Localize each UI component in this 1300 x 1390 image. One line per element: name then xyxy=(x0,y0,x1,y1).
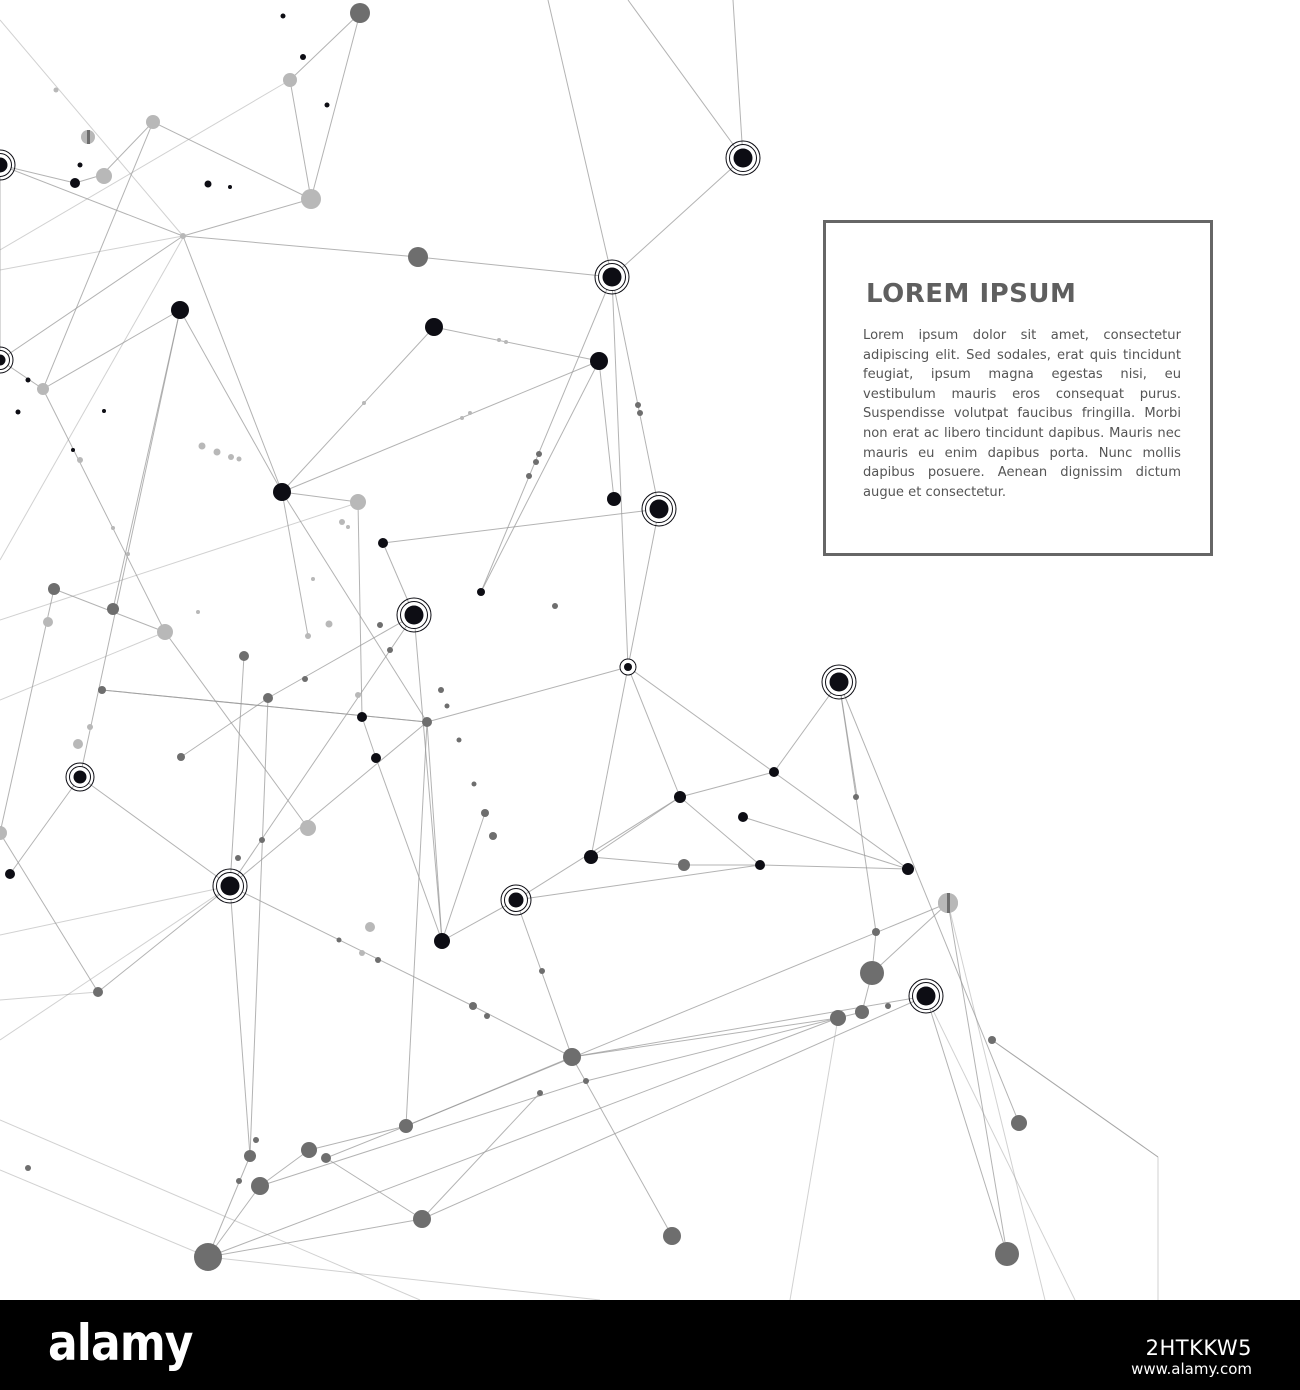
network-node xyxy=(860,961,884,985)
network-speck xyxy=(438,687,444,693)
website-url: www.alamy.com xyxy=(1131,1360,1252,1378)
network-node xyxy=(350,3,370,23)
network-node xyxy=(301,189,321,209)
network-speck xyxy=(228,454,234,460)
network-speck xyxy=(365,922,375,932)
brand-logo: alamy xyxy=(48,1314,193,1372)
network-speck xyxy=(552,603,558,609)
box-body-text: Lorem ipsum dolor sit amet, consectetur adipiscing elit. Sed sodales, erat quis tincidunt feugiat, ipsum magna egestas nisi, eu vestibulum mauris eros consequat purus. Suspendisse volutpat faucibus fringilla. Morbi non erat ac libero tincidunt dapibus. Mauris nec mauris eu enim dapibus porta. Nunc mollis dapibus posuere. Aenean dignissim dictum augue et consectetur. xyxy=(863,328,1181,500)
network-node xyxy=(239,651,249,661)
network-speck xyxy=(253,1137,259,1143)
network-speck xyxy=(472,782,477,787)
network-node xyxy=(590,352,608,370)
network-node xyxy=(584,850,598,864)
network-node xyxy=(663,1227,681,1245)
network-speck xyxy=(355,692,361,698)
network-speck xyxy=(885,1003,891,1009)
network-node xyxy=(98,686,106,694)
network-speck xyxy=(326,621,333,628)
network-node xyxy=(263,693,273,703)
network-speck xyxy=(489,832,497,840)
network-speck xyxy=(387,647,393,653)
network-speck xyxy=(73,739,83,749)
split-node-stripe xyxy=(87,130,90,144)
network-node xyxy=(537,1090,543,1096)
network-node xyxy=(902,863,914,875)
network-node xyxy=(413,1210,431,1228)
network-speck xyxy=(533,459,539,465)
network-speck xyxy=(302,676,308,682)
split-node-stripe xyxy=(947,893,950,913)
network-node xyxy=(607,492,621,506)
network-speck xyxy=(337,938,342,943)
network-node xyxy=(469,1002,477,1010)
network-speck xyxy=(457,738,462,743)
network-node xyxy=(738,812,748,822)
network-node xyxy=(107,603,119,615)
network-node xyxy=(425,318,443,336)
network-speck xyxy=(54,88,59,93)
network-node xyxy=(0,826,7,840)
network-speck xyxy=(71,448,75,452)
network-node xyxy=(434,933,450,949)
network-speck xyxy=(325,103,330,108)
network-node xyxy=(1011,1115,1027,1131)
network-speck xyxy=(375,957,381,963)
network-node xyxy=(146,115,160,129)
network-node xyxy=(37,383,49,395)
network-node xyxy=(371,753,381,763)
network-speck xyxy=(237,457,242,462)
network-node xyxy=(283,73,297,87)
network-node xyxy=(988,1036,996,1044)
network-speck xyxy=(445,704,450,709)
watermark-footer xyxy=(0,1300,1300,1390)
network-node xyxy=(177,753,185,761)
network-node xyxy=(321,1153,331,1163)
network-node xyxy=(583,1078,589,1084)
network-node xyxy=(305,633,311,639)
network-node xyxy=(678,859,690,871)
network-node xyxy=(171,301,189,319)
network-node xyxy=(273,483,291,501)
image-id: 2HTKKW5 xyxy=(1145,1336,1252,1360)
network-speck xyxy=(214,449,221,456)
text-box xyxy=(823,220,1213,556)
network-node xyxy=(93,987,103,997)
network-node xyxy=(70,178,80,188)
network-node xyxy=(96,168,112,184)
network-speck xyxy=(111,526,115,530)
network-speck xyxy=(199,443,206,450)
network-node xyxy=(399,1119,413,1133)
network-node xyxy=(830,1010,846,1026)
network-node xyxy=(674,791,686,803)
network-speck xyxy=(526,473,532,479)
ringed-node-core xyxy=(830,673,849,692)
network-speck xyxy=(126,552,130,556)
network-node xyxy=(539,968,545,974)
network-speck xyxy=(205,181,212,188)
network-speck xyxy=(26,378,31,383)
network-speck xyxy=(87,724,93,730)
network-node xyxy=(995,1242,1019,1266)
network-speck xyxy=(311,577,315,581)
network-speck xyxy=(377,622,383,628)
ringed-node-core xyxy=(405,606,424,625)
network-speck xyxy=(235,855,241,861)
network-node xyxy=(855,1005,869,1019)
ringed-node-core xyxy=(221,877,240,896)
network-node xyxy=(769,767,779,777)
network-speck xyxy=(25,1165,31,1171)
network-speck xyxy=(16,410,21,415)
network-speck xyxy=(497,338,501,342)
network-speck xyxy=(196,610,200,614)
ringed-node-core xyxy=(917,987,936,1006)
network-node xyxy=(180,233,186,239)
network-speck xyxy=(853,794,859,800)
network-node xyxy=(378,538,388,548)
network-speck xyxy=(359,950,365,956)
network-node xyxy=(5,869,15,879)
network-speck xyxy=(460,416,464,420)
ringed-node-core xyxy=(509,893,524,908)
box-title: LOREM IPSUM xyxy=(866,279,1077,309)
ringed-node-core xyxy=(734,149,753,168)
network-node xyxy=(408,247,428,267)
network-speck xyxy=(468,411,472,415)
network-node xyxy=(350,494,366,510)
network-speck xyxy=(484,1013,490,1019)
network-speck xyxy=(339,519,345,525)
network-node xyxy=(157,624,173,640)
network-speck xyxy=(281,14,286,19)
network-speck xyxy=(236,1178,242,1184)
network-node xyxy=(357,712,367,722)
network-speck xyxy=(362,401,366,405)
network-node xyxy=(481,809,489,817)
network-speck xyxy=(635,402,641,408)
network-speck xyxy=(536,451,542,457)
network-node xyxy=(194,1243,222,1271)
network-speck xyxy=(504,340,508,344)
network-speck xyxy=(78,163,83,168)
network-speck xyxy=(346,525,350,529)
network-node xyxy=(244,1150,256,1162)
network-node xyxy=(48,583,60,595)
ringed-node-core xyxy=(603,268,622,287)
network-speck xyxy=(300,54,306,60)
ringed-node-core xyxy=(74,771,87,784)
network-node xyxy=(300,820,316,836)
network-speck xyxy=(77,457,83,463)
network-node xyxy=(301,1142,317,1158)
network-node xyxy=(477,588,485,596)
network-speck xyxy=(259,837,265,843)
network-node xyxy=(872,928,880,936)
network-speck xyxy=(228,185,232,189)
network-speck xyxy=(43,617,53,627)
ringed-node-core xyxy=(650,500,669,519)
network-node xyxy=(755,860,765,870)
small-ring-core xyxy=(624,663,632,671)
network-speck xyxy=(637,410,643,416)
network-speck xyxy=(102,409,106,413)
network-node xyxy=(422,717,432,727)
network-node xyxy=(251,1177,269,1195)
network-node xyxy=(563,1048,581,1066)
